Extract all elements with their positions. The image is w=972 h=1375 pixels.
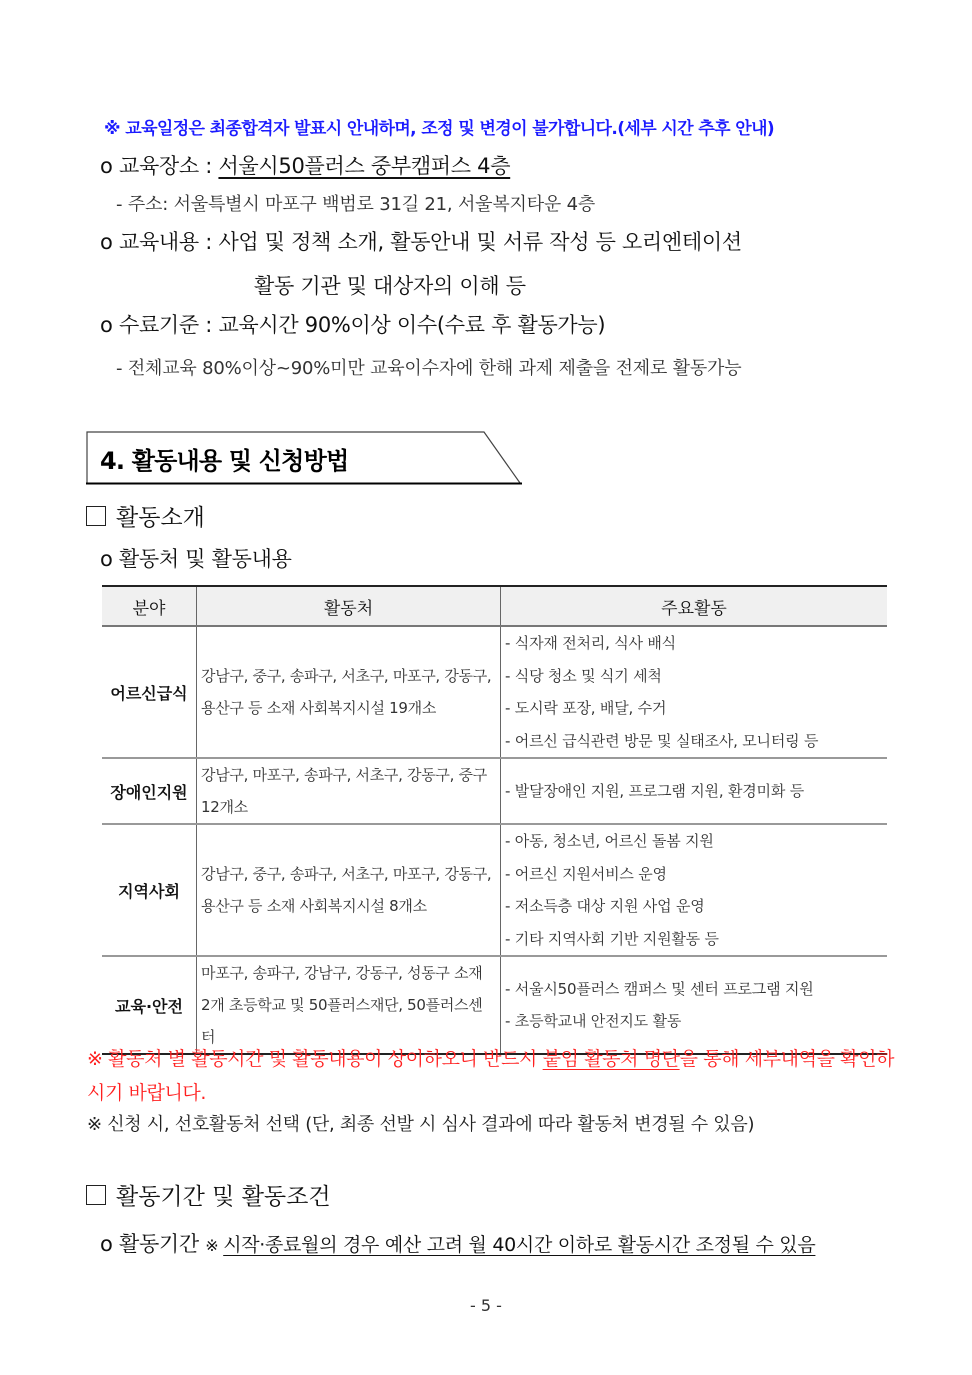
address-line: - 주소: 서울특별시 마포구 백범로 31길 21, 서울복지타운 4층 <box>116 194 596 215</box>
bullet: o <box>100 1232 113 1256</box>
education-place-label: 교육장소 : <box>118 154 219 178</box>
period-note: 시작·종료월의 경우 예산 고려 월 40시간 이하로 활동시간 조정될 수 있음 <box>223 1234 816 1256</box>
page-number: - 5 - <box>470 1296 502 1315</box>
category-cell: 교육·안전 <box>102 956 197 1054</box>
activity-item: - 발달장애인 지원, 프로그램 지원, 환경미화 등 <box>505 781 804 800</box>
education-content-label: 교육내용 : <box>118 230 219 254</box>
col-header-activities: 주요활동 <box>501 586 888 626</box>
activity-item: - 초등학교내 안전지도 활동 <box>505 1012 682 1030</box>
period-line <box>100 1228 815 1258</box>
checkbox-square-icon <box>86 506 106 526</box>
education-place-line <box>100 150 510 180</box>
activities-cell <box>501 956 888 1054</box>
bullet: o <box>100 154 113 178</box>
activity-item: - 저소득층 대상 지원 사업 운영 <box>505 897 705 915</box>
activity-item: - 서울시50플러스 캠퍼스 및 센터 프로그램 지원 <box>505 979 814 998</box>
completion-label: 수료기준 : <box>118 313 219 337</box>
checkbox-square-icon <box>86 1185 106 1205</box>
completion-line <box>100 309 605 339</box>
activities-cell <box>501 758 888 824</box>
attachment-notice <box>87 1042 897 1110</box>
attachment-list-reference: 붙임 활동처 명단 <box>542 1048 680 1070</box>
heading-text: 활동소개 <box>116 505 205 531</box>
period-label: 활동기간 <box>118 1232 206 1256</box>
table-row <box>102 626 887 758</box>
completion-note: - 전체교육 80%이상~90%미만 교육이수자에 한해 과제 제출을 전제로 활동가능 <box>116 358 742 379</box>
activities-cell <box>501 824 888 956</box>
section-title: 4. 활동내용 및 신청방법 <box>100 447 349 475</box>
place-cell: 강남구, 마포구, 송파구, 서초구, 강동구, 중구 12개소 <box>197 758 501 824</box>
activities-cell <box>501 626 888 758</box>
heading-text: 활동기간 및 활동조건 <box>116 1184 331 1210</box>
place-cell: 강남구, 중구, 송파구, 서초구, 마포구, 강동구, 용산구 등 소재 사회복지시설 8개소 <box>197 824 501 956</box>
preference-notice: ※ 신청 시, 선호활동처 선택 (단, 최종 선발 시 심사 결과에 따라 활동처 변경될 수 있음) <box>87 1114 755 1135</box>
bullet: o <box>100 230 113 254</box>
activity-intro-heading <box>86 499 205 532</box>
place-cell: 강남구, 중구, 송파구, 서초구, 마포구, 강동구, 용산구 등 소재 사회복지시설 19개소 <box>197 626 501 758</box>
col-header-place: 활동처 <box>197 586 501 626</box>
table-header-row <box>102 586 887 626</box>
category-cell: 지역사회 <box>102 824 197 956</box>
category-cell: 어르신급식 <box>102 626 197 758</box>
schedule-notice: ※ 교육일정은 최종합격자 발표시 안내하며, 조정 및 변경이 불가합니다.(세부 시간 추후 안내) <box>104 119 775 139</box>
place-cell: 마포구, 송파구, 강남구, 강동구, 성동구 소재 2개 초등학교 및 50플러스재단, 50플러스센터 <box>197 956 501 1054</box>
education-content-line2: 활동 기관 및 대상자의 이해 등 <box>254 274 526 298</box>
table-row <box>102 956 887 1054</box>
activity-table <box>102 585 887 1055</box>
reference-mark-icon: ※ <box>205 1236 224 1255</box>
activity-intro-sub: o 활동처 및 활동내용 <box>100 547 292 571</box>
table-row <box>102 758 887 824</box>
education-content-line <box>100 226 742 256</box>
education-place-value: 서울시50플러스 중부캠퍼스 4층 <box>218 154 511 178</box>
notice-suffix: 을 통해 세부내역을 확인하시기 바랍니다. <box>87 1048 895 1104</box>
education-content-value: 사업 및 정책 소개, 활동안내 및 서류 작성 등 오리엔테이션 <box>218 230 742 254</box>
period-heading <box>86 1178 331 1211</box>
activity-item: - 아동, 청소년, 어르신 돌봄 지원 <box>505 832 714 850</box>
completion-value: 교육시간 90%이상 이수(수료 후 활동가능) <box>218 313 606 337</box>
col-header-category: 분야 <box>102 586 197 626</box>
notice-prefix: ※ 활동처 별 활동시간 및 활동내용이 상이하오니 반드시 <box>87 1048 543 1070</box>
activity-item: - 기타 지역사회 기반 지원활동 등 <box>505 929 719 948</box>
activity-item: - 어르신 급식관련 방문 및 실태조사, 모니터링 등 <box>505 731 819 750</box>
table-row <box>102 824 887 956</box>
section-4-header <box>86 431 520 483</box>
activity-item: - 식당 청소 및 식기 세척 <box>505 666 662 685</box>
activity-item: - 도시락 포장, 배달, 수거 <box>505 699 667 717</box>
activity-item: - 식자재 전처리, 식사 배식 <box>505 634 676 652</box>
bullet: o <box>100 313 113 337</box>
category-cell: 장애인지원 <box>102 758 197 824</box>
activity-item: - 어르신 지원서비스 운영 <box>505 864 667 883</box>
